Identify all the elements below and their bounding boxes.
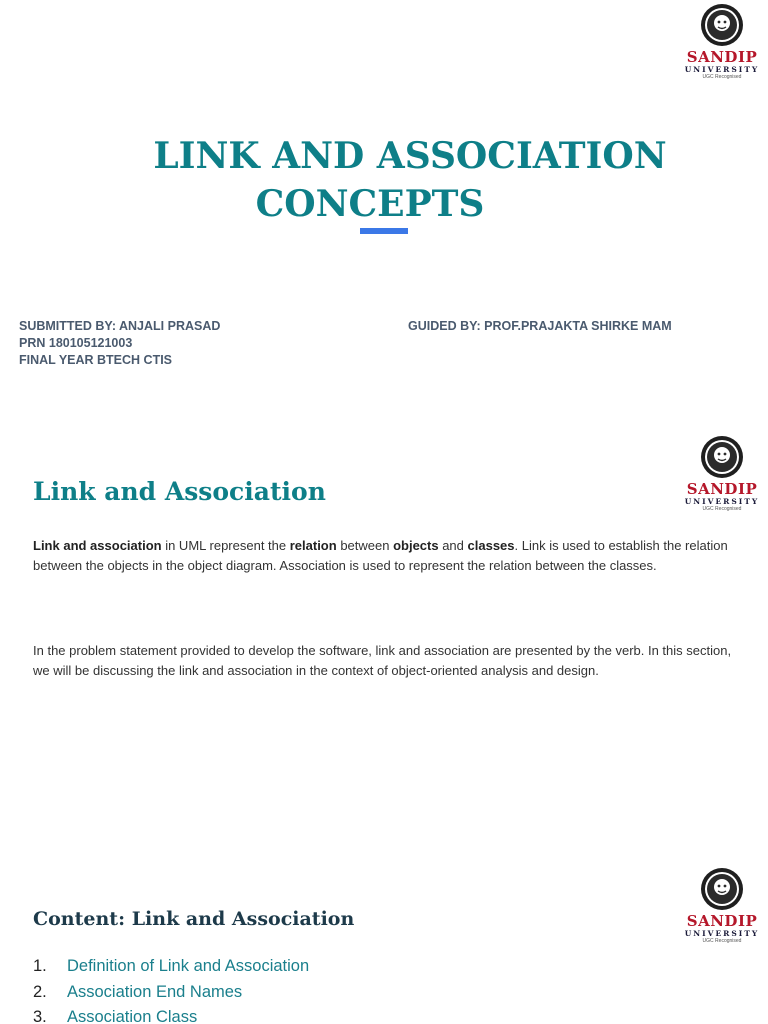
- logo-subtitle: UNIVERSITY: [684, 929, 760, 938]
- title-line-2: CONCEPTS: [255, 183, 485, 225]
- toc-number: 1.: [33, 957, 47, 975]
- submission-info: [19, 318, 220, 369]
- logo-name: SANDIP: [686, 48, 758, 66]
- lion-emblem-icon: [699, 2, 745, 48]
- contents-slide: [0, 864, 768, 1024]
- toc-item[interactable]: [33, 954, 309, 980]
- guide-info: [408, 318, 672, 335]
- submitted-by: SUBMITTED BY: ANJALI PRASAD: [19, 319, 221, 333]
- logo-tagline: UGC Recognised: [702, 506, 742, 512]
- definition-slide: [0, 432, 768, 864]
- contents-heading: Content: Link and Association: [33, 908, 355, 930]
- year-program: FINAL YEAR BTECH CTIS: [19, 353, 173, 367]
- toc-number: 3.: [33, 1008, 47, 1024]
- toc-number: 2.: [33, 982, 47, 1001]
- slide-heading: Link and Association: [33, 477, 326, 506]
- logo-name: SANDIP: [686, 912, 758, 930]
- title-underline: [360, 228, 408, 234]
- lion-emblem-icon: [699, 434, 745, 480]
- university-logo: [680, 434, 764, 514]
- logo-tagline: UGC Recognised: [702, 938, 742, 944]
- logo-subtitle: UNIVERSITY: [684, 65, 760, 74]
- university-logo: [680, 2, 764, 82]
- lion-emblem-icon: [699, 866, 745, 912]
- paragraph-context: In the problem statement provided to develop the software, link and association are presented by the verb. In this section, we will be discussing the link and association in the context of object-oriented analysis and design.: [33, 643, 732, 678]
- logo-tagline: UGC Recognised: [702, 74, 742, 80]
- paragraph-definition: Link and association in UML represent the relation between objects and classes. Link is used to establish the relation between the objects in the object diagram. Association is used to represent the relation between the classes.: [33, 538, 728, 573]
- bold-term: objects: [393, 538, 439, 553]
- title-line-1: LINK AND ASSOCIATION: [153, 135, 667, 177]
- table-of-contents: [33, 954, 309, 1024]
- guided-by: GUIDED BY: PROF.PRAJAKTA SHIRKE MAM: [408, 319, 672, 333]
- slide-title: [60, 132, 760, 228]
- title-slide: [0, 0, 768, 432]
- toc-item[interactable]: [33, 980, 309, 1006]
- bold-term: relation: [289, 538, 337, 553]
- toc-item[interactable]: [33, 1005, 309, 1024]
- toc-link[interactable]: Association End Names: [67, 982, 243, 1001]
- bold-term: Link and association: [33, 538, 162, 553]
- prn-number: PRN 180105121003: [19, 336, 133, 350]
- university-logo: [680, 866, 764, 946]
- logo-name: SANDIP: [686, 480, 758, 498]
- bold-term: classes: [467, 538, 515, 553]
- toc-link[interactable]: Definition of Link and Association: [67, 957, 310, 975]
- logo-subtitle: UNIVERSITY: [684, 497, 760, 506]
- toc-link[interactable]: Association Class: [67, 1008, 198, 1024]
